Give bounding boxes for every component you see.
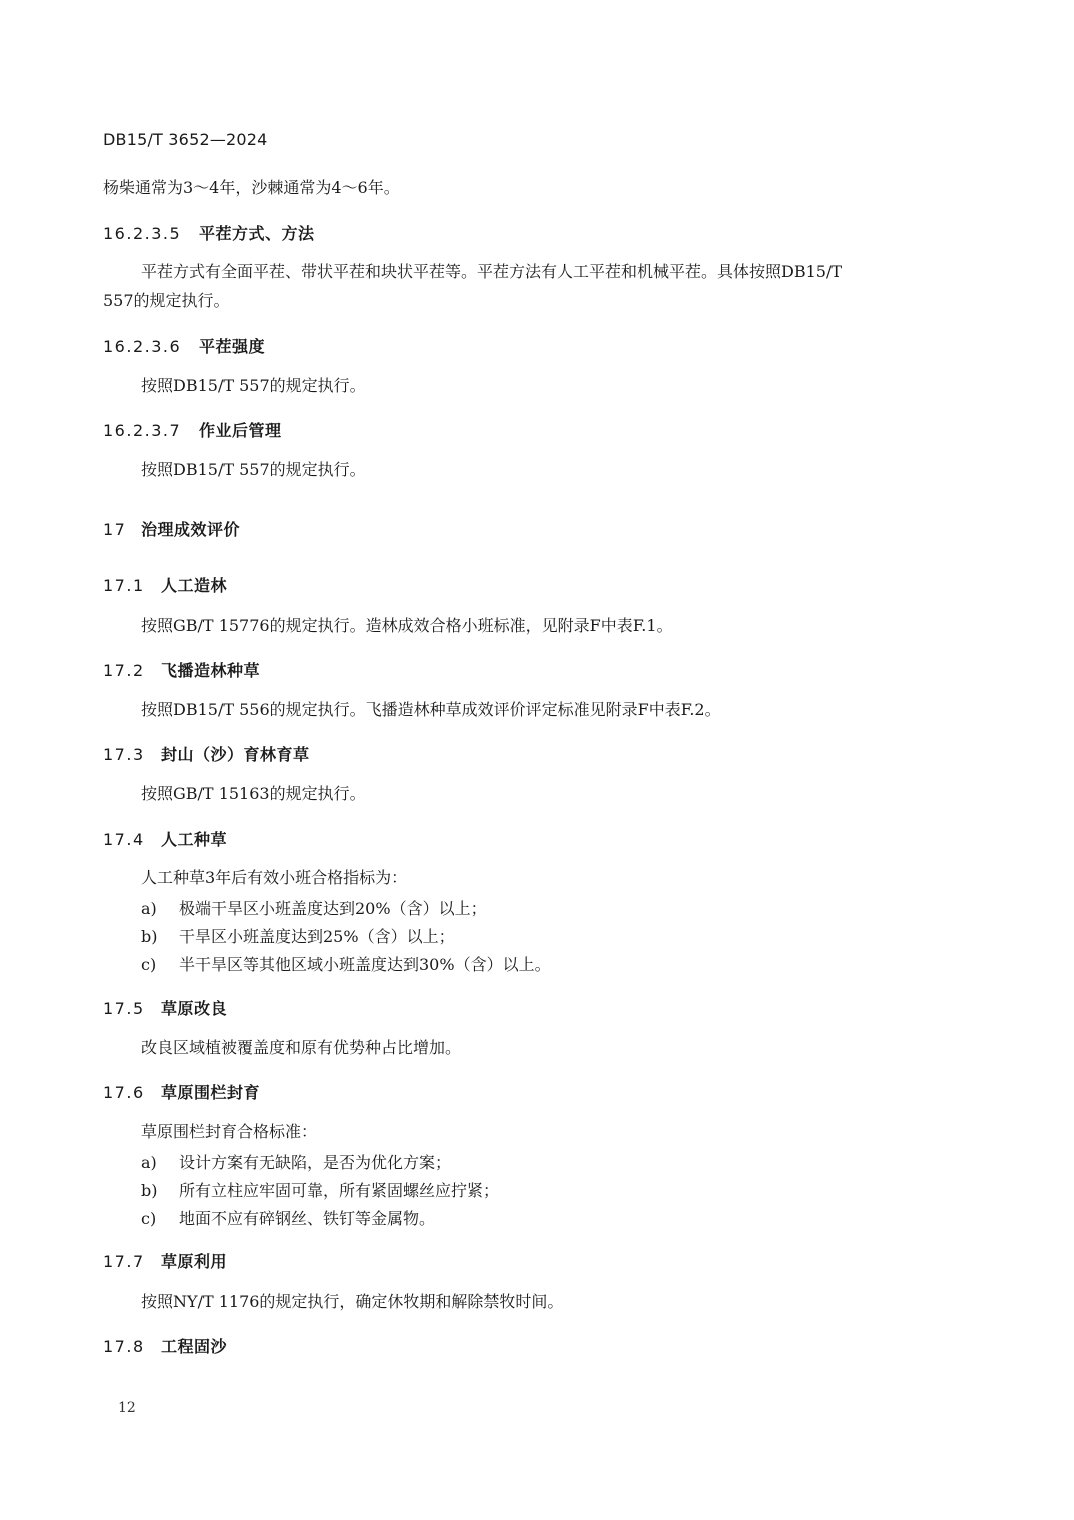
paragraph: 平茬方式有全面平茬、带状平茬和块状平茬等。平茬方法有人工平茬和机械平茬。具体按照DB15/T — [141, 262, 843, 281]
list-item — [141, 952, 551, 975]
paragraph: 改良区域植被覆盖度和原有优势种占比增加。 — [141, 1038, 462, 1057]
section-title: 人工造林 — [161, 576, 228, 595]
document-code: DB15/T 3652—2024 — [103, 130, 268, 149]
section-heading-17-1 — [103, 573, 227, 596]
list-item — [141, 1206, 435, 1229]
section-number: 17.1 — [103, 576, 145, 595]
section-title: 平茬方式、方法 — [199, 224, 315, 243]
section-heading-17-6 — [103, 1080, 260, 1103]
list-item — [141, 896, 487, 919]
section-title: 作业后管理 — [199, 421, 282, 440]
section-title: 平茬强度 — [199, 337, 266, 356]
paragraph: 按照DB15/T 557的规定执行。 — [141, 376, 366, 395]
list-item-text: 干旱区小班盖度达到25%（含）以上； — [179, 927, 455, 946]
section-number: 17.3 — [103, 745, 145, 764]
section-number: 17.6 — [103, 1083, 145, 1102]
section-title: 草原改良 — [161, 999, 228, 1018]
list-item — [141, 924, 455, 947]
section-number: 16.2.3.7 — [103, 421, 182, 440]
list-item-text: 极端干旱区小班盖度达到20%（含）以上； — [179, 899, 487, 918]
section-number: 16.2.3.6 — [103, 337, 182, 356]
section-title: 飞播造林种草 — [161, 661, 261, 680]
paragraph: 按照GB/T 15163的规定执行。 — [141, 784, 366, 803]
section-heading-17-7 — [103, 1249, 227, 1272]
list-item-text: 半干旱区等其他区域小班盖度达到30%（含）以上。 — [179, 955, 551, 974]
page-number: 12 — [118, 1400, 136, 1416]
chapter-heading-17 — [103, 517, 240, 540]
paragraph: 按照DB15/T 557的规定执行。 — [141, 460, 366, 479]
list-item — [141, 1178, 499, 1201]
paragraph: 按照GB/T 15776的规定执行。造林成效合格小班标准，见附录F中表F.1。 — [141, 616, 673, 635]
list-item — [141, 1150, 451, 1173]
list-item-text: 地面不应有碎钢丝、铁钉等金属物。 — [179, 1209, 436, 1228]
section-heading-17-3 — [103, 742, 310, 765]
list-item-label: a) — [141, 1153, 157, 1172]
section-number: 17.8 — [103, 1337, 145, 1356]
section-title: 工程固沙 — [161, 1337, 228, 1356]
paragraph: 按照DB15/T 556的规定执行。飞播造林种草成效评价评定标准见附录F中表F.2。 — [141, 700, 721, 719]
section-number: 17 — [103, 520, 127, 539]
section-number: 17.2 — [103, 661, 145, 680]
list-item-label: c) — [141, 1209, 157, 1228]
section-title: 草原利用 — [161, 1252, 228, 1271]
list-item-label: c) — [141, 955, 157, 974]
section-title: 封山（沙）育林育草 — [161, 745, 310, 764]
section-title: 治理成效评价 — [141, 520, 241, 539]
section-heading-17-4 — [103, 827, 227, 850]
list-item-label: b) — [141, 927, 158, 946]
paragraph-continuation: 557的规定执行。 — [103, 291, 230, 310]
section-number: 16.2.3.5 — [103, 224, 182, 243]
paragraph: 按照NY/T 1176的规定执行，确定休牧期和解除禁牧时间。 — [141, 1292, 564, 1311]
section-heading-16-2-3-6 — [103, 334, 265, 357]
paragraph: 人工种草3年后有效小班合格指标为： — [141, 868, 408, 887]
list-item-text: 设计方案有无缺陷，是否为优化方案； — [179, 1153, 452, 1172]
section-heading-17-5 — [103, 996, 227, 1019]
section-title: 草原围栏封育 — [161, 1083, 261, 1102]
section-heading-16-2-3-5 — [103, 221, 315, 244]
section-number: 17.5 — [103, 999, 145, 1018]
paragraph: 草原围栏封育合格标准： — [141, 1122, 318, 1141]
list-item-label: a) — [141, 899, 157, 918]
section-number: 17.7 — [103, 1252, 145, 1271]
section-heading-17-8 — [103, 1334, 227, 1357]
list-item-label: b) — [141, 1181, 158, 1200]
list-item-text: 所有立柱应牢固可靠，所有紧固螺丝应拧紧； — [179, 1181, 500, 1200]
section-number: 17.4 — [103, 830, 145, 849]
section-heading-17-2 — [103, 658, 260, 681]
section-title: 人工种草 — [161, 830, 228, 849]
section-heading-16-2-3-7 — [103, 418, 282, 441]
paragraph: 杨柴通常为3～4年，沙棘通常为4～6年。 — [103, 178, 400, 197]
